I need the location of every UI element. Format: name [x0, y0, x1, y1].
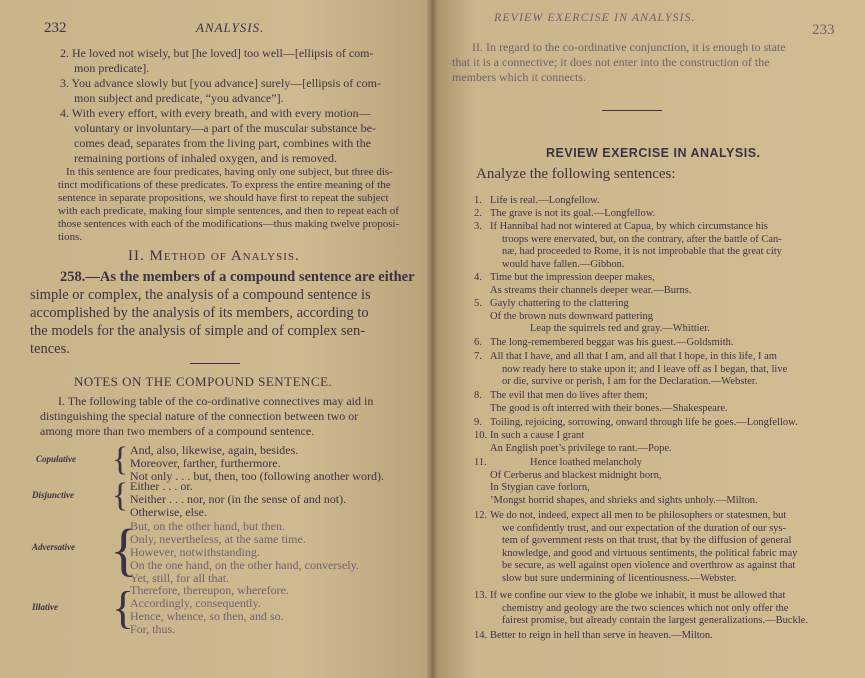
note-line: tinct modifications of these predicates. To express the entire meaning of the — [58, 179, 391, 191]
exercise-number: 8. — [474, 390, 482, 401]
exercise-line: slow but sure undermining of licentiousness.—Webster. — [502, 572, 737, 584]
exercise-line: would have fallen.—Gibbon. — [502, 258, 625, 270]
exercise-line: troops were enervated, but, on the contrary, after the battle of Can- — [502, 233, 782, 245]
note-line: with each predicate, making four simple sentences, and then to repeat each of — [58, 205, 399, 217]
exercise-item — [474, 298, 710, 336]
exercise-item — [474, 195, 600, 208]
running-header: ANALYSIS. — [196, 20, 265, 35]
exercise-line: As streams their channels deeper wear.—Burns. — [490, 284, 692, 296]
table-line: Hence, whence, so then, and so. — [130, 609, 284, 623]
exercise-number: 13. — [474, 590, 488, 601]
table-label: Adversative — [32, 542, 75, 552]
exercise-number: 4. — [474, 272, 482, 283]
table-line: Moreover, farther, furthermore. — [130, 456, 281, 470]
running-header: REVIEW EXERCISE IN ANALYSIS. — [494, 10, 696, 24]
note-line: II. In regard to the co-ordinative conjunction, it is enough to state — [472, 40, 786, 54]
exercise-line: The good is oft interred with their bones.—Shakespeare. — [490, 402, 728, 414]
table-line: However, notwithstanding. — [130, 545, 260, 559]
exercise-line: An English poet’s privilege to rant.—Pope. — [490, 442, 672, 454]
paragraph-line: 258.—As the members of a compound sentence are either — [60, 269, 415, 285]
exercise-heading: REVIEW EXERCISE IN ANALYSIS. — [546, 146, 761, 160]
divider — [190, 363, 240, 364]
exercise-number: 9. — [474, 417, 482, 428]
table-line: Not only . . . but, then, too (following another word). — [130, 469, 384, 483]
table-line: Neither . . . nor, nor (in the sense of and not). — [130, 492, 347, 506]
exercise-line: All that I have, and all that I am, and all that I hope, in this life, I am — [490, 351, 777, 362]
exercise-line: Gayly chattering to the clattering — [490, 298, 629, 309]
table-label: Copulative — [36, 454, 76, 464]
table-group-adversative — [26, 517, 422, 585]
exercise-item — [474, 337, 734, 350]
connectives-table — [26, 442, 422, 638]
exercise-line: Time but the impression deeper makes, — [490, 272, 655, 283]
exercise-number: 7. — [474, 351, 482, 362]
table-group-illative — [26, 584, 422, 638]
paragraph-line: simple or complex, the analysis of a compound sentence is — [30, 287, 371, 303]
note-line: tions. — [58, 231, 83, 243]
example-line: mon predicate]. — [74, 61, 150, 75]
exercise-item — [474, 457, 758, 507]
exercise-line: be secure, as well against open violence and overthrow as against that — [502, 560, 796, 571]
exercise-line: ’Mongst horrid shapes, and shrieks and sights unholy.—Milton. — [490, 494, 758, 506]
exercise-item — [474, 630, 713, 643]
table-line: For, thus. — [130, 622, 176, 636]
table-label: Disjunctive — [32, 490, 74, 500]
table-line: Otherwise, else. — [130, 505, 207, 519]
exercise-item — [474, 390, 728, 415]
exercise-line: fairest promise, but already contain the largest generalizations.—Buckle. — [502, 615, 808, 626]
paragraph-line: tences. — [30, 341, 70, 357]
exercise-item — [474, 272, 692, 297]
exercise-number: 6. — [474, 337, 482, 348]
table-line: Yet, still, for all that. — [130, 571, 230, 585]
page-number: 233 — [812, 22, 835, 38]
exercise-line: The long-remembered beggar was his guest.—Goldsmith. — [490, 337, 734, 348]
example-2 — [60, 46, 420, 76]
table-group-disjunctive — [26, 478, 422, 520]
table-line: Therefore, thereupon, wherefore. — [130, 583, 289, 597]
exercise-line: The grave is not its goal.—Longfellow. — [490, 208, 656, 219]
exercise-item — [474, 417, 798, 430]
example-line: 2. He loved not wisely, but [he loved] too well—[ellipsis of com- — [60, 46, 374, 60]
example-line: mon subject and predicate, “you advance”]. — [74, 91, 284, 105]
exercise-line: Better to reign in hell than serve in heaven.—Milton. — [490, 630, 713, 641]
intro-line: distinguishing the special nature of the connection between two or — [40, 409, 359, 423]
analysis-note — [58, 166, 420, 244]
notes-intro — [40, 394, 422, 439]
table-line: Only, nevertheless, at the same time. — [130, 532, 306, 546]
note-line: those sentences with each of the modifications—thus making twelve proposi- — [58, 218, 400, 230]
exercise-line: næ, had proceeded to Rome, it is not improbable that the great city — [502, 246, 782, 257]
exercise-number: 14. — [474, 630, 488, 641]
left-page — [0, 0, 432, 678]
exercise-line: In Stygian cave forlorn, — [490, 482, 590, 493]
brace-icon: { — [112, 441, 129, 478]
exercise-line: Toiling, rejoicing, sorrowing, onward through life he goes.—Longfellow. — [490, 417, 798, 428]
exercise-item — [474, 430, 672, 455]
exercise-item — [474, 351, 858, 389]
table-line: Accordingly, consequently. — [130, 596, 261, 610]
note-line: members which it connects. — [452, 70, 586, 84]
section-title: II. Method of Analysis. — [128, 248, 300, 264]
note-line: In this sentence are four predicates, having only one subject, but three dis- — [66, 166, 393, 178]
note-line: sentence in separate propositions, we should have first to repeat the subject — [58, 192, 389, 204]
exercise-item — [474, 208, 656, 221]
exercise-number: 3. — [474, 221, 482, 232]
exercise-number: 2. — [474, 208, 482, 219]
brace-icon: { — [112, 582, 135, 633]
exercise-line: now ready here to stake upon it; and I leave off as I began, that, live — [502, 363, 788, 375]
exercise-line: knowledge, and good and virtuous sentiments, the political fabric may — [502, 547, 798, 559]
exercise-item — [474, 590, 858, 628]
table-line: And, also, likewise, again, besides. — [130, 443, 299, 457]
intro-line: among more than two members of a compound sentence. — [40, 424, 315, 438]
exercise-number: 11. — [474, 457, 487, 468]
exercise-line: Of the brown nuts downward pattering — [490, 310, 654, 322]
exercise-line: The evil that men do lives after them; — [490, 390, 648, 401]
exercise-line: In such a cause I grant — [490, 430, 585, 441]
exercise-line: or die, survive or perish, I am for the Declaration.—Webster. — [502, 376, 758, 387]
exercise-item — [474, 510, 858, 585]
table-group-copulative — [26, 441, 422, 483]
exercise-item — [474, 221, 858, 271]
exercise-line: If Hannibal had not wintered at Capua, by which circumstance his — [490, 221, 768, 232]
exercise-instruction: Analyze the following sentences: — [476, 166, 676, 182]
notes-heading: NOTES ON THE COMPOUND SENTENCE. — [74, 374, 333, 389]
exercise-line: Leap the squirrels red and gray.—Whittier. — [530, 323, 710, 334]
book-gutter — [426, 0, 438, 678]
exercise-number: 10. — [474, 430, 488, 441]
page-number: 232 — [44, 20, 67, 36]
exercise-number: 5. — [474, 298, 482, 309]
section-paragraph — [30, 268, 420, 358]
example-line: remaining portions of inhaled oxygen, and is removed. — [74, 151, 337, 165]
exercise-number: 1. — [474, 195, 482, 206]
paragraph-line: the models for the analysis of simple and of complex sen- — [30, 323, 366, 339]
exercise-line: tem of government rests on that trust, that by the diffusion of general — [502, 535, 792, 546]
note-line: that it is a connective; it does not enter into the construction of the — [452, 55, 770, 69]
exercise-line: chemistry and geology are the two sciences which not only offer the — [502, 602, 789, 614]
exercise-line: Hence loathed melancholy — [530, 457, 642, 468]
example-4 — [60, 106, 420, 166]
table-line: On the one hand, on the other hand, conversely. — [130, 558, 359, 572]
example-line: 3. You advance slowly but [you advance] surely—[ellipsis of com- — [60, 76, 381, 90]
example-3 — [60, 76, 420, 106]
table-line: Either . . . or. — [130, 479, 193, 493]
exercise-line: Life is real.—Longfellow. — [490, 195, 600, 206]
exercise-line: If we confine our view to the globe we inhabit, it must be allowed that — [490, 590, 786, 601]
example-line: voluntary or involuntary—a part of the muscular substance be- — [74, 121, 376, 135]
exercise-line: we confidently trust, and our expectation of the duration of our sys- — [502, 522, 787, 534]
table-line: But, on the other hand, but then. — [130, 519, 285, 533]
exercise-line: We do not, indeed, expect all men to be philosophers or statesmen, but — [490, 510, 787, 521]
exercise-line: Of Cerberus and blackest midnight born, — [490, 469, 662, 481]
brace-icon: { — [110, 517, 138, 582]
example-line: comes dead, separates from the living part, combines with the — [74, 136, 371, 150]
right-page — [432, 0, 865, 678]
paragraph-line: accomplished by the analysis of its members, according to — [30, 305, 369, 321]
intro-line: I. The following table of the co-ordinative connectives may aid in — [58, 394, 374, 408]
brace-icon: { — [112, 477, 129, 514]
example-line: 4. With every effort, with every breath, and with every motion— — [60, 106, 371, 120]
table-label: Illative — [32, 602, 58, 612]
exercise-list — [432, 0, 865, 678]
exercise-number: 12. — [474, 510, 488, 521]
